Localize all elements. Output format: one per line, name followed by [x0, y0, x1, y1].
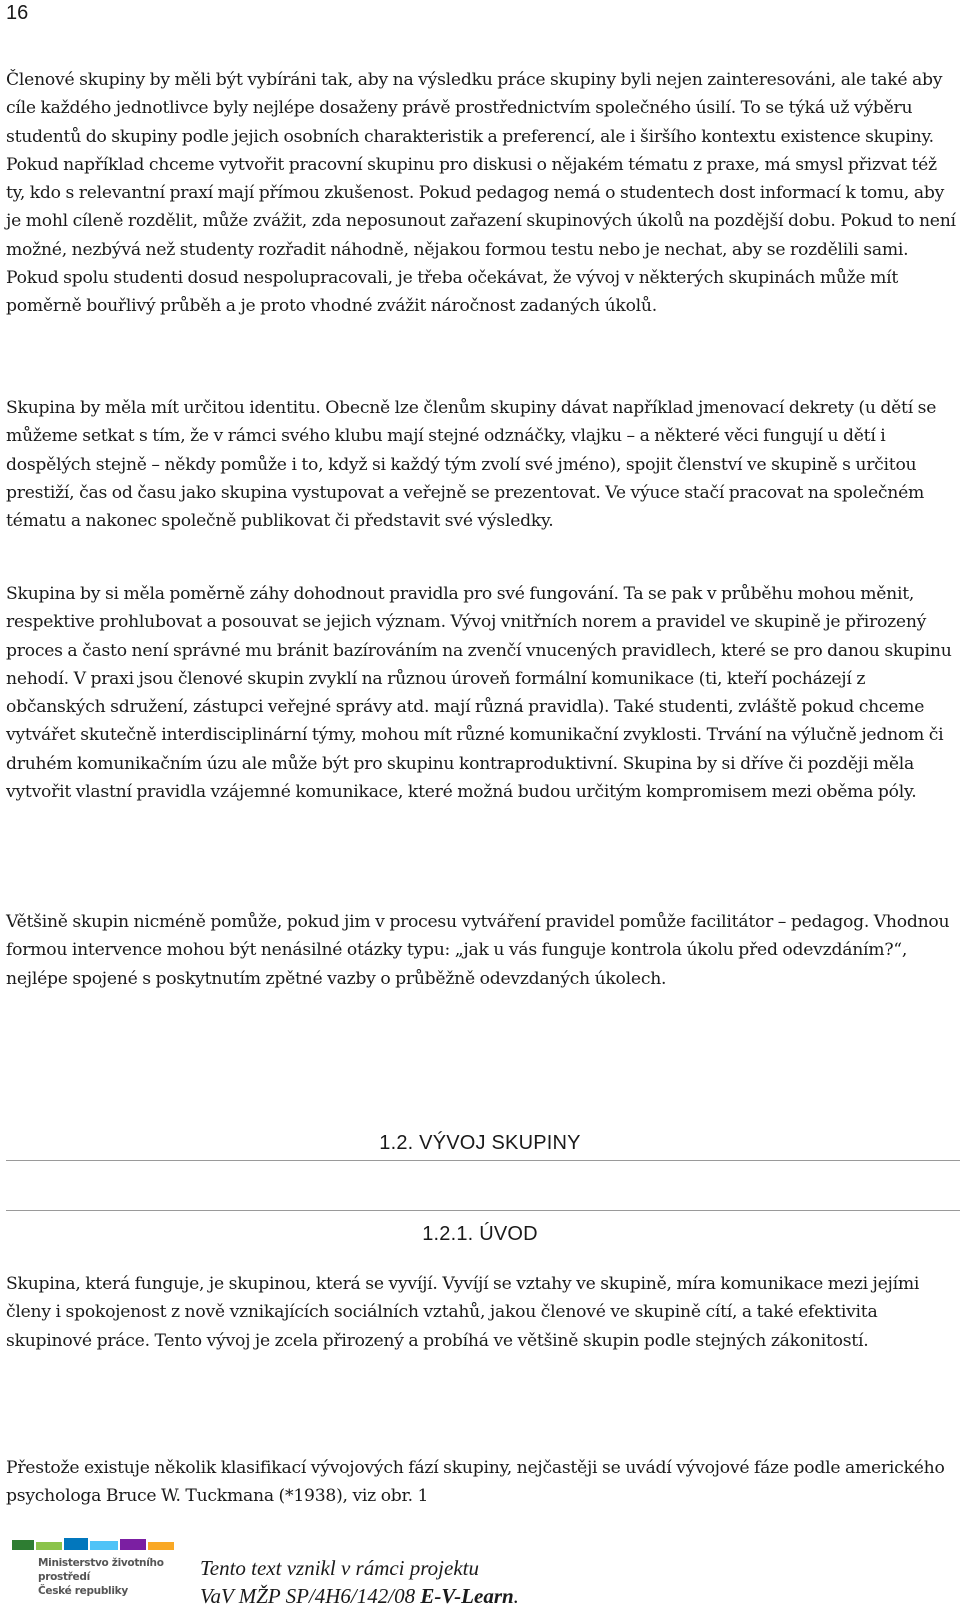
ministry-logo [12, 1538, 172, 1597]
section-divider [6, 1160, 960, 1161]
logo-stripe-2 [36, 1542, 62, 1550]
paragraph-group-identity: Skupina by měla mít určitou identitu. Obecně lze členům skupiny dávat například jmenovací dekrety (u dětí se můžeme setkat s tím, že v rámci svého klubu mají stejné odznáčky, vlajku – a některé věci fungují u dětí i dospělých stejně – někdy pomůže i to, když si každý tým zvolí své jméno), spojit členství ve skupině s určitou prestiží, čas od času jako skupina vystupovat a veřejně se prezentovat. Ve výuce stačí pracovat na společném tématu a nakonec společně publikovat či představit své výsledky. [6, 398, 937, 532]
paragraph-group-rules: Skupina by si měla poměrně záhy dohodnout pravidla pro své fungování. Ta se pak v průběhu mohou měnit, respektive prohlubovat a posouvat se jejich význam. Vývoj vnitřních norem a pravidel ve skupině je přirozený proces a často není správné mu bránit bazírováním na zvenčí vnucených pravidlech, které se pro danou skupinu nehodí. V praxi jsou členové skupin zvyklí na různou úroveň formální komunikace (ti, kteří pocházejí z občanských sdružení, zástupci veřejné správy atd. mají různá pravidla). Také studenti, zvláště pokud chceme vytvářet skutečně interdisciplinární týmy, mohou mít různé komunikační zvyklosti. Trvání na výlučně jednom či druhém komunikačním úzu ale může být pro skupinu kontraproduktivní. Skupina by si dříve či později měla vytvořit vlastní pravidla vzájemné komunikace, které možná budou určitým kompromisem mezi oběma póly. [6, 584, 952, 803]
project-credit-line-1: Tento text vznikl v rámci projektu [200, 1556, 479, 1580]
subsection-heading: 1.2.1. ÚVOD [422, 1223, 538, 1245]
logo-stripe-6 [148, 1542, 174, 1550]
logo-line-1: Ministerstvo životního prostředí [38, 1557, 164, 1583]
logo-stripe-5 [120, 1539, 146, 1550]
paragraph-facilitator: Většině skupin nicméně pomůže, pokud jim v procesu vytváření pravidel pomůže facilitátor – pedagog. Vhodnou formou intervence mohou být nenásilné otázky typu: „jak u vás funguje kontrola úkolu před odevzdáním?“, nejlépe spojené s poskytnutím zpětné vazby o průběžně odevzdaných úkolech. [6, 912, 950, 989]
logo-line-2: České republiky [38, 1585, 128, 1597]
page-number: 16 [6, 2, 29, 24]
project-credit-period: . [513, 1584, 519, 1608]
logo-stripe-4 [90, 1541, 118, 1550]
subsection-divider [6, 1210, 960, 1211]
paragraph-team-selection: Členové skupiny by měli být vybíráni tak, aby na výsledku práce skupiny byli nejen zainteresováni, ale také aby cíle každého jednotlivce byly nejlépe dosaženy právě prostřednictvím společného úsilí. To se týká už výběru studentů do skupiny podle jejich osobních charakteristik a preferencí, ale i širšího kontextu existence skupiny. Pokud například chceme vytvořit pracovní skupinu pro diskusi o nějakém tématu z praxe, má smysl přizvat též ty, kdo s relevantní praxí mají přímou zkušenost. Pokud pedagog nemá o studentech dost informací k tomu, aby je mohl cíleně rozdělit, může zvážit, zda neposunout zařazení skupinových úkolů na pozdější dobu. Pokud to není možné, nezbývá než studenty rozřadit náhodně, nějakou formou testu nebo je nechat, aby se rozdělili sami. Pokud spolu studenti dosud nespolupracovali, je třeba očekávat, že vývoj v některých skupinách může mít poměrně bouřlivý průběh a je proto vhodné zvážit náročnost zadaných úkolů. [6, 70, 956, 317]
ministry-logo-mark [12, 1538, 174, 1552]
project-credit [200, 1554, 519, 1610]
project-name: E-V-Learn [420, 1584, 514, 1608]
logo-stripe-3 [64, 1538, 88, 1550]
section-heading: 1.2. VÝVOJ SKUPINY [379, 1132, 581, 1154]
paragraph-tuckman: Přestože existuje několik klasifikací vývojových fází skupiny, nejčastěji se uvádí vývojové fáze podle amerického psychologa Bruce W. Tuckmana (*1938), viz obr. 1 [6, 1458, 945, 1507]
logo-stripe-1 [12, 1540, 34, 1550]
project-code: VaV MŽP SP/4H6/142/08 [200, 1584, 421, 1608]
project-credit-line-2 [200, 1582, 519, 1610]
ministry-logo-text [38, 1556, 172, 1598]
paragraph-group-development: Skupina, která funguje, je skupinou, která se vyvíjí. Vyvíjí se vztahy ve skupině, míra komunikace mezi jejími členy i spokojenost z nově vznikajících sociálních vztahů, jakou členové ve skupině cítí, a také efektivita skupinové práce. Tento vývoj je zcela přirozený a probíhá ve většině skupin podle stejných zákonitostí. [6, 1274, 920, 1351]
